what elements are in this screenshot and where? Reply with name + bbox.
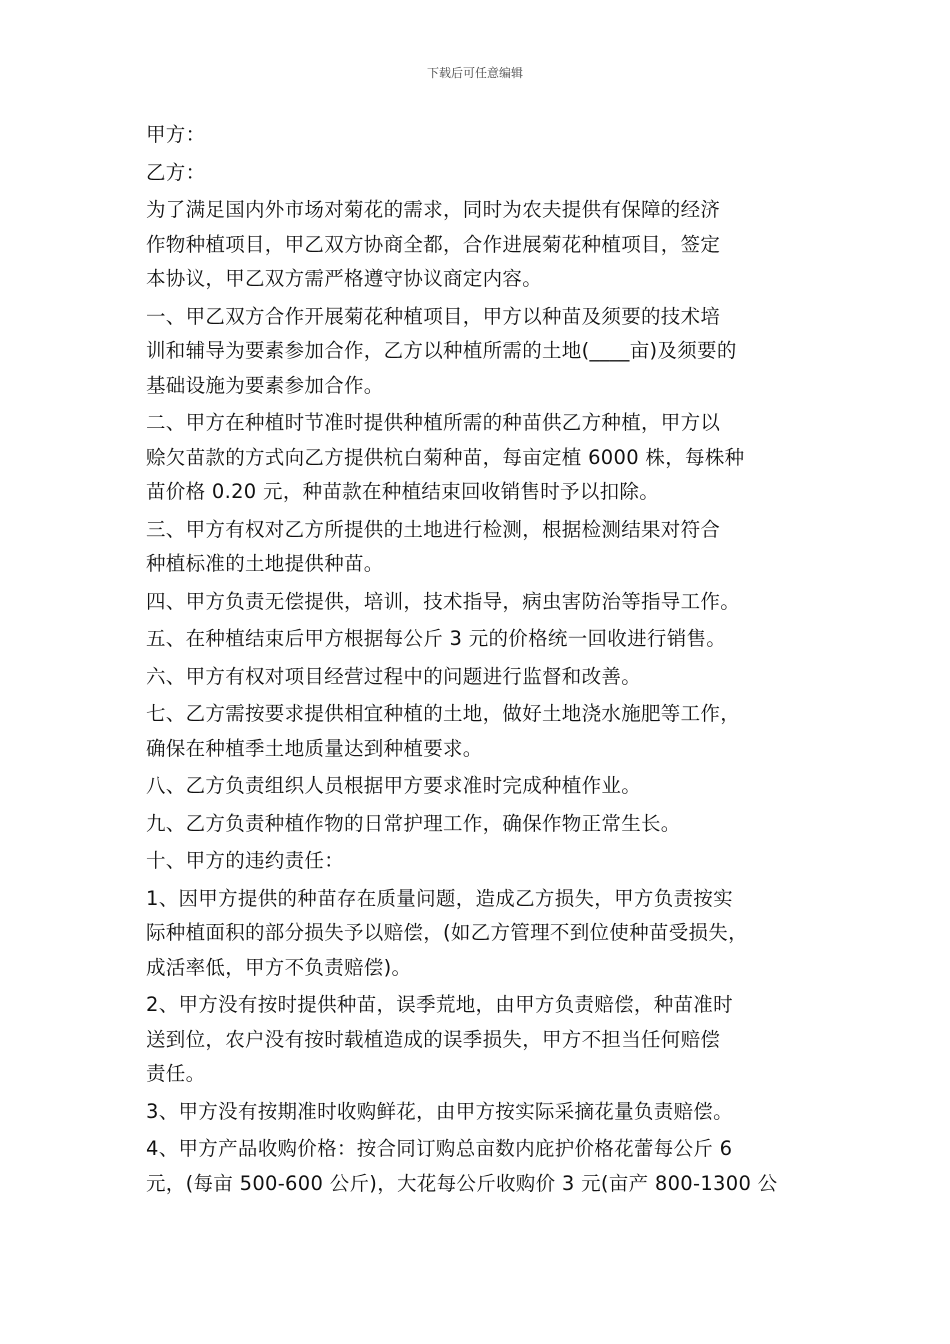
paragraph-line: 为了满足国内外市场对菊花的需求，同时为农夫提供有保障的经济 [146, 198, 721, 221]
paragraph-line: 本协议，甲乙双方需严格遵守协议商定内容。 [146, 267, 543, 290]
paragraph-line: 送到位，农户没有按时载植造成的误季损失，甲方不担当任何赔偿 [146, 1027, 721, 1051]
paragraph-line: 一、甲乙双方合作开展菊花种植项目，甲方以种苗及须要的技术培 [146, 304, 721, 328]
paragraph-line: 十、甲方的违约责任： [146, 849, 345, 872]
paragraph-line: 责任。 [146, 1062, 206, 1085]
paragraph [146, 156, 810, 191]
paragraph [146, 585, 810, 620]
paragraph [146, 807, 810, 842]
paragraph-line: 基础设施为要素参加合作。 [146, 373, 384, 397]
paragraph [146, 118, 810, 153]
document-body [146, 118, 810, 1204]
paragraph-line: 际种植面积的部分损失予以赔偿，(如乙方管理不到位使种苗受损失， [146, 921, 748, 944]
paragraph-line: 赊欠苗款的方式向乙方提供杭白菊种苗，每亩定植 6000 株，每株种 [146, 445, 745, 469]
paragraph-line: 种植标准的土地提供种苗。 [146, 552, 384, 575]
paragraph-line: 二、甲方在种植时节准时提供种植所需的种苗供乙方种植，甲方以 [146, 411, 721, 434]
paragraph [146, 513, 810, 582]
paragraph-line: 乙方： [146, 160, 206, 184]
paragraph-line: 七、乙方需按要求提供相宜种植的土地，做好土地浇水施肥等工作， [146, 702, 741, 725]
paragraph [146, 844, 810, 879]
paragraph [146, 622, 810, 657]
paragraph-line: 2、甲方没有按时提供种苗，误季荒地，由甲方负责赔偿，种苗准时 [146, 993, 733, 1016]
paragraph [146, 697, 810, 766]
paragraph [146, 406, 810, 510]
paragraph-line: 三、甲方有权对乙方所提供的土地进行检测，根据检测结果对符合 [146, 517, 721, 541]
paragraph-line: 4、甲方产品收购价格：按合同订购总亩数内庇护价格花蕾每公斤 6 [146, 1137, 733, 1160]
page-header: 下载后可任意编辑 [426, 66, 523, 80]
paragraph [146, 1095, 810, 1130]
paragraph-line: 作物种植项目，甲乙双方协商全都，合作进展菊花种植项目，签定 [146, 232, 721, 256]
paragraph-line: 六、甲方有权对项目经营过程中的问题进行监督和改善。 [146, 664, 642, 688]
paragraph-line: 成活率低，甲方不负责赔偿)。 [146, 955, 412, 979]
paragraph-line: 四、甲方负责无偿提供，培训，技术指导，病虫害防治等指导工作。 [146, 589, 741, 613]
paragraph-line: 确保在种植季土地质量达到种植要求。 [146, 736, 483, 760]
paragraph-line: 甲方： [146, 123, 206, 146]
paragraph-line: 3、甲方没有按期准时收购鲜花，由甲方按实际采摘花量负责赔偿。 [146, 1099, 733, 1123]
paragraph-line: 八、乙方负责组织人员根据甲方要求准时完成种植作业。 [146, 774, 642, 797]
paragraph [146, 769, 810, 804]
paragraph [146, 1132, 810, 1201]
paragraph [146, 988, 810, 1092]
paragraph-line: 苗价格 0.20 元，种苗款在种植结束回收销售时予以扣除。 [146, 480, 660, 503]
paragraph-line: 1、因甲方提供的种苗存在质量问题，造成乙方损失，甲方负责按实 [146, 886, 733, 910]
paragraph [146, 882, 810, 986]
paragraph-line: 九、乙方负责种植作物的日常护理工作，确保作物正常生长。 [146, 811, 681, 835]
paragraph [146, 660, 810, 695]
paragraph-line: 元，(每亩 500-600 公斤)，大花每公斤收购价 3 元(亩产 800-1300 公 [146, 1171, 778, 1195]
paragraph-line: 训和辅导为要素参加合作，乙方以种植所需的土地(____亩)及须要的 [146, 339, 737, 362]
paragraph [146, 193, 810, 297]
paragraph [146, 300, 810, 404]
paragraph-line: 五、在种植结束后甲方根据每公斤 3 元的价格统一回收进行销售。 [146, 627, 727, 650]
